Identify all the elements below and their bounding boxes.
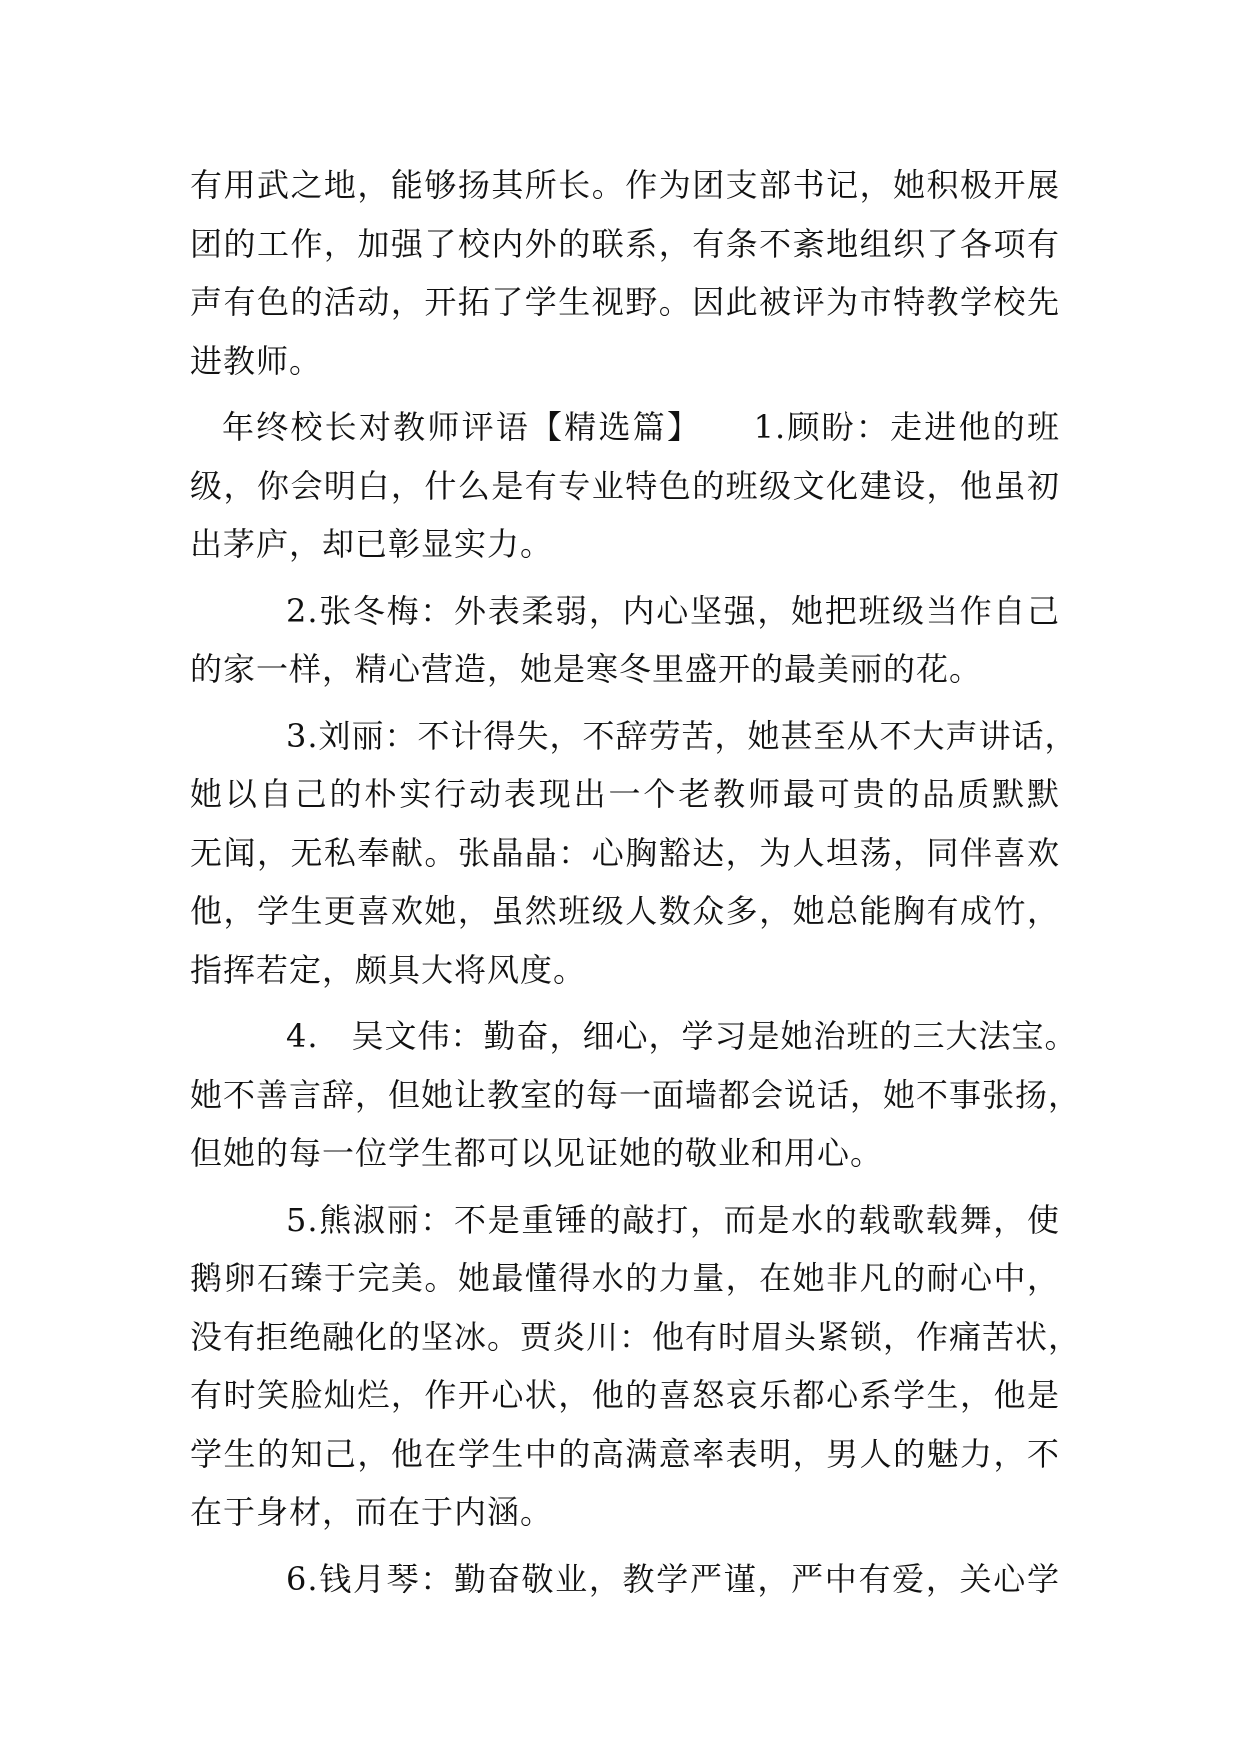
text-line: 有时笑脸灿烂，作开心状，他的喜怒哀乐都心系学生，他是 [190,1376,1060,1414]
paragraph-gap [190,999,1060,1007]
document-body [190,156,1082,1608]
text-line: 无闻，无私奉献。张晶晶：心胸豁达，为人坦荡，同伴喜欢 [190,833,1060,872]
paragraph-gap [190,1183,1060,1191]
paragraph-5 [190,1007,1082,1183]
text-line: 他，学生更喜欢她，虽然班级人数众多，她总能胸有成竹， [190,892,1060,930]
text-line: 级，你会明白，什么是有专业特色的班级文化建设，他虽初 [190,466,1060,505]
paragraph-gap [190,574,1060,582]
text-line: 5.熊淑丽：不是重锤的敲打，而是水的载歌载舞，使 [286,1200,1060,1239]
text-line: 但她的每一位学生都可以见证她的敬业和用心。 [190,1134,884,1172]
paragraph-gap [190,390,1060,398]
paragraph-2 [190,398,1060,574]
text-line: 6.钱月琴：勤奋敬业，教学严谨，严中有爱，关心学 [286,1559,1060,1598]
text-line: 年终校长对教师评语【精选篇】 1.顾盼：走进他的班 [222,408,1060,446]
text-line: 没有拒绝融化的坚冰。贾炎川：他有时眉头紧锁，作痛苦状， [190,1317,1082,1356]
text-line: 3.刘丽：不计得失，不辞劳苦，她甚至从不大声讲话， [286,716,1078,755]
paragraph-4 [190,707,1078,1000]
text-line: 学生的知己，他在学生中的高满意率表明，男人的魅力，不 [190,1434,1060,1473]
paragraph-6 [190,1191,1082,1542]
text-line: 指挥若定，颇具大将风度。 [190,950,587,989]
text-line: 4. 吴文伟：勤奋，细心，学习是她治班的三大法宝。 [286,1017,1078,1055]
text-line: 出茅庐，却已彰显实力。 [190,525,554,563]
paragraph-gap [190,1542,1060,1550]
text-line: 进教师。 [190,341,323,380]
paragraph-3 [190,582,1060,699]
text-line: 声有色的活动，开拓了学生视野。因此被评为市特教学校先 [190,283,1060,321]
paragraph-gap [190,699,1060,707]
text-line: 2.张冬梅：外表柔弱，内心坚强，她把班级当作自己 [286,591,1060,630]
text-line: 鹅卵石臻于完美。她最懂得水的力量，在她非凡的耐心中， [190,1259,1060,1297]
text-line: 的家一样，精心营造，她是寒冬里盛开的最美丽的花。 [190,650,983,688]
paragraph-7 [190,1550,1060,1609]
text-line: 有用武之地，能够扬其所长。作为团支部书记，她积极开展 [190,166,1060,204]
text-line: 团的工作，加强了校内外的联系，有条不紊地组织了各项有 [190,224,1060,263]
text-line: 她以自己的朴实行动表现出一个老教师最可贵的品质默默 [190,775,1060,813]
text-line: 她不善言辞，但她让教室的每一面墙都会说话，她不事张扬， [190,1075,1082,1114]
paragraph-1 [190,156,1060,390]
text-line: 在于身材，而在于内涵。 [190,1493,554,1531]
